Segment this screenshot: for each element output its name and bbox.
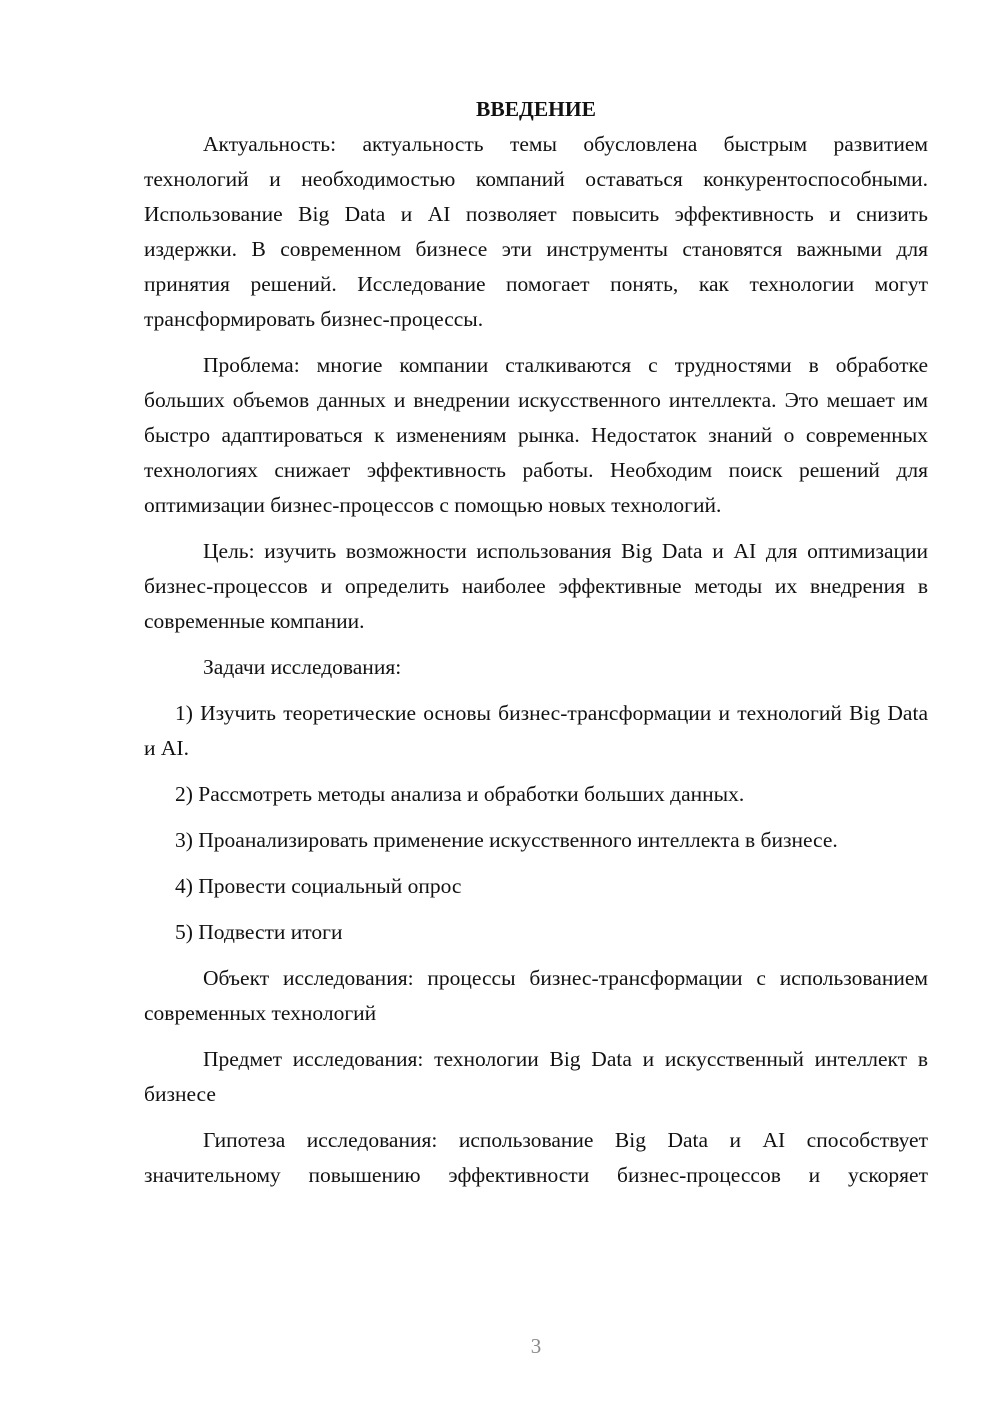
page-number: 3 <box>530 1334 542 1358</box>
document-page <box>144 92 928 1204</box>
problem-paragraph: Проблема: многие компании сталкиваются с трудностями в обработке больших объемов данных и внедрении искусственного интеллекта. Это мешает им быстро адаптироваться к изменениям рынка. Недостаток знаний о современных технологиях снижает эффективность работы. Необходим поиск решений для оптимизации бизнес-процессов с помощью новых технологий. <box>144 353 928 517</box>
tasks-title: Задачи исследования: <box>203 655 402 679</box>
section-heading: ВВЕДЕНИЕ <box>476 97 596 121</box>
goal-paragraph: Цель: изучить возможности использования Big Data и AI для оптимизации бизнес-процессов и определить наиболее эффективные методы их внедрения в современные компании. <box>144 539 928 633</box>
hypothesis-paragraph: Гипотеза исследования: использование Big Data и AI способствует значительному повышению эффективности бизнес-процессов и ускоряет <box>144 1128 928 1187</box>
task-item-1: 1) Изучить теоретические основы бизнес-трансформации и технологий Big Data и AI. <box>144 701 928 760</box>
task-item-3: 3) Проанализировать применение искусственного интеллекта в бизнесе. <box>175 828 838 852</box>
task-item-2: 2) Рассмотреть методы анализа и обработки больших данных. <box>175 782 745 806</box>
task-item-4: 4) Провести социальный опрос <box>175 874 462 898</box>
task-item-5: 5) Подвести итоги <box>175 920 343 944</box>
relevance-paragraph: Актуальность: актуальность темы обусловлена быстрым развитием технологий и необходимостью компаний оставаться конкурентоспособными. Использование Big Data и AI позволяет повысить эффективность и снизить издержки. В современном бизнесе эти инструменты становятся важными для принятия решений. Исследование помогает понять, как технологии могут трансформировать бизнес-процессы. <box>144 132 928 331</box>
object-paragraph: Объект исследования: процессы бизнес-трансформации с использованием современных технологий <box>144 966 928 1025</box>
subject-paragraph: Предмет исследования: технологии Big Data и искусственный интеллект в бизнесе <box>144 1047 928 1106</box>
